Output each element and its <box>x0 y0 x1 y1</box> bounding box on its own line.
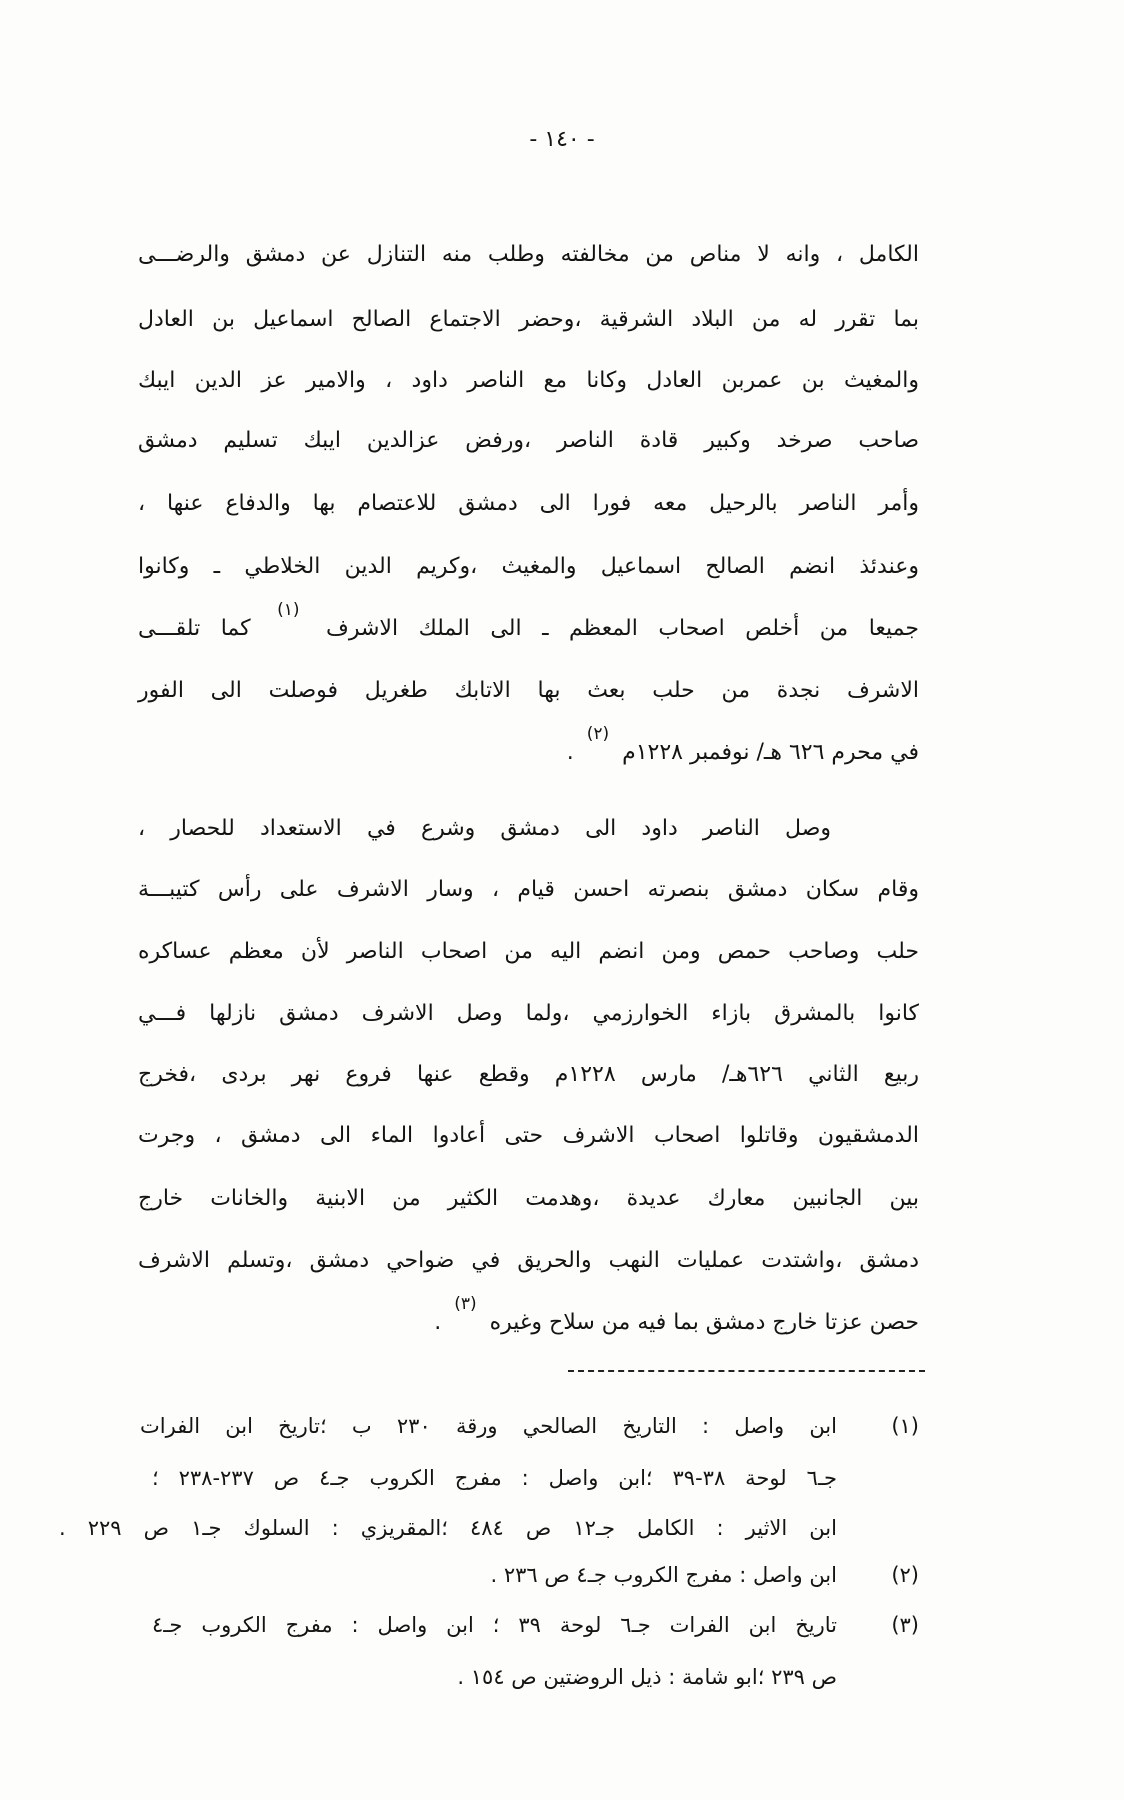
body-line-text: في محرم ٦٢٦ هـ/ نوفمبر ١٢٢٨م <box>622 740 919 765</box>
body-line: ربيع الثاني ٦٢٦هـ/ مارس ١٢٢٨م وقطع عنها فروع نهر بردى ،فخرج <box>138 1062 919 1087</box>
page-number: - ١٤٠ - <box>529 127 595 152</box>
sentence-end: . <box>566 740 574 765</box>
footnote-line: ابن واصل : مفرج الكروب جـ٤ ص ٢٣٦ . <box>490 1563 837 1587</box>
body-line: الكامل ، وانه لا مناص من مخالفته وطلب منه التنازل عن دمشق والرضـــى <box>138 242 919 267</box>
body-line: حلب وصاحب حمص ومن انضم اليه من اصحاب الناصر لأن معظم عساكره <box>138 939 919 964</box>
footnote-marker: (٣) <box>891 1613 919 1637</box>
body-line: وأمر الناصر بالرحيل معه فورا الى دمشق للاعتصام بها والدفاع عنها ، <box>138 491 919 516</box>
body-line: بما تقرر له من البلاد الشرقية ،وحضر الاجتماع الصالح اسماعيل بن العادل <box>138 307 919 332</box>
body-line: الاشرف نجدة من حلب بعث بها الاتابك طغريل فوصلت الى الفور <box>138 678 919 703</box>
body-line <box>138 1294 919 1343</box>
body-line: دمشق ،واشتدت عمليات النهب والحريق في ضواحي دمشق ،وتسلم الاشرف <box>138 1248 919 1273</box>
body-line <box>138 724 919 773</box>
footnote-marker: (١) <box>891 1414 919 1438</box>
body-line: وصل الناصر داود الى دمشق وشرع في الاستعداد للحصار ، <box>138 816 831 841</box>
footnote-line: تاريخ ابن الفرات جـ٦ لوحة ٣٩ ؛ ابن واصل : مفرج الكروب جـ٤ <box>152 1613 837 1637</box>
footnote-line: ص ٢٣٩ ؛ابو شامة : ذيل الروضتين ص ١٥٤ . <box>457 1665 837 1689</box>
body-line: وقام سكان دمشق بنصرته احسن قيام ، وسار الاشرف على رأس كتيبـــة <box>138 877 919 902</box>
footnote-reference: (٣) <box>454 1294 477 1314</box>
footnote-reference: (١) <box>277 600 300 620</box>
body-line-text: جميعا من أخلص اصحاب المعظم ـ الى الملك الاشرف <box>326 616 919 641</box>
footnote-separator <box>568 1370 925 1372</box>
footnote-line: جـ٦ لوحة ٣٨-٣٩ ؛ابن واصل : مفرج الكروب جـ٤ ص ٢٣٧-٢٣٨ ؛ <box>152 1466 837 1490</box>
body-line <box>138 600 919 649</box>
sentence-end: . <box>434 1310 442 1335</box>
body-line: والمغيث بن عمربن العادل وكانا مع الناصر داود ، والامير عز الدين ايبك <box>138 368 919 393</box>
footnote-line: ابن واصل : التاريخ الصالحي ورقة ٢٣٠ ب ؛تاريخ ابن الفرات <box>140 1414 837 1438</box>
footnote-marker: (٢) <box>891 1563 919 1587</box>
footnote-line: ابن الاثير : الكامل جـ١٢ ص ٤٨٤ ؛المقريزي : السلوك جـ١ ص ٢٢٩ . <box>59 1516 837 1540</box>
body-line: وعندئذ انضم الصالح اسماعيل والمغيث ،وكريم الدين الخلاطي ـ وكانوا <box>138 554 919 579</box>
body-line: بين الجانبين معارك عديدة ،وهدمت الكثير من الابنية والخانات خارج <box>138 1186 919 1211</box>
footnote-reference: (٢) <box>586 724 610 744</box>
body-line: كانوا بالمشرق بازاء الخوارزمي ،ولما وصل الاشرف دمشق نازلها فـــي <box>138 1001 919 1026</box>
body-line-text: حصن عزتا خارج دمشق بما فيه من سلاح وغيره <box>489 1310 919 1335</box>
body-line-text: كما تلقـــى <box>138 616 251 641</box>
body-line: الدمشقيون وقاتلوا اصحاب الاشرف حتى أعادوا الماء الى دمشق ، وجرت <box>138 1123 919 1148</box>
body-line: صاحب صرخد وكبير قادة الناصر ،ورفض عزالدين ايبك تسليم دمشق <box>138 428 919 453</box>
